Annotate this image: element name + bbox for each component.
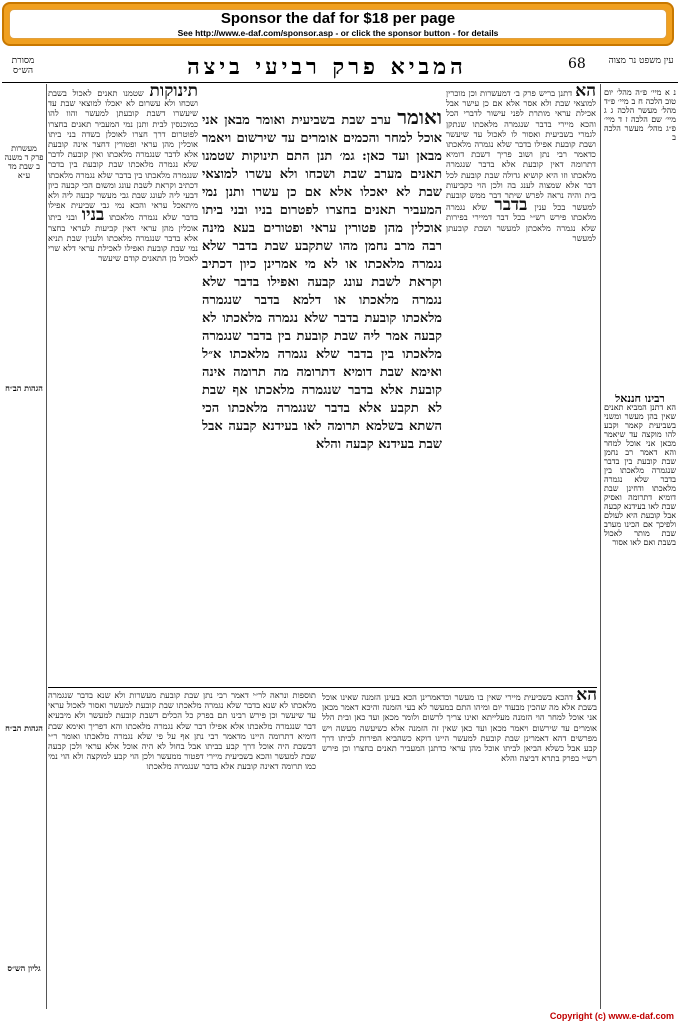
- page-header-row: [2, 54, 678, 83]
- rashi-column: [48, 86, 198, 686]
- sponsor-banner-inner[interactable]: [9, 9, 667, 39]
- gemara-lead-word: ואומר: [397, 108, 442, 129]
- rashi-text-2: ובני ביתו אוכלין מהן עראי דאין קביעות לעראי בחצר אלא בדבר שנגמרה מלאכתו ולענין שבת תניא נמי שבת קובעת ואפילו לאכילת עראי דלא שרי לאכול מן התאנים קודם שיעשר: [48, 212, 198, 264]
- hagahot-second-heading: הגהות הב״ח: [5, 723, 43, 733]
- tosafot-lead-word: הא: [575, 86, 596, 101]
- gilyon-hashas-heading: גליון הש״ס: [7, 963, 41, 973]
- sponsor-banner-title[interactable]: Sponsor the daf for $18 per page: [220, 10, 456, 27]
- gemara-closing-word: והלא: [315, 437, 342, 452]
- sponsor-banner[interactable]: [2, 2, 674, 46]
- page-running-header: המביא פרק רביעי ביצה: [187, 54, 467, 80]
- left-margin: [2, 84, 47, 1009]
- gemara-column: [202, 108, 442, 648]
- hagahot-habach-heading: הגהות הב״ח: [5, 383, 43, 393]
- section-divider: [48, 687, 597, 688]
- right-margin-heading: עין משפט נר מצוה: [608, 56, 674, 66]
- page-number: 68: [568, 56, 586, 72]
- gemara-text: ערב שבת בשביעית ואומר מבאן אני אוכל למחר והכמים אומרים עד שירשום ויאמר מבאן ועד כאן: גמ׳ תנן התם תינוקות שטמנו תאנים מערב שבת ושכחו ולא עשרו למוצאי שבת לא יאכלו אלא אם כן עשרו ותנן נמי המעביר תאנים בחצרו לפטרום בניו ובני ביתו אוכלין מהן פטורין עראי ופטורים בעא מינה רבה מרב נחמן מהו שתקבע שבת בדבר שלא נגמרה מלאכתו או לא מי אמרינן כיון דכתיב וקראת לשבת עונג קבעה ואפילו בדבר שלא נגמרה מלאכתו או דלמא בדבר שנגמרה מלאכתו קובעת בדבר שלא נגמרה מלאכתו לא קבעה אמר ליה שבת קובעת בין בדבר שנגמרה מלאכתו בין בדבר שלא נגמרה מלאכתו א״ל ואימא שבת דומיא דתרומה מה תרומה אינה קובעת אלא בדבר שנגמרה מלאכתו אף שבת לא תקבע אלא בדבר שנגמרה מלאכתו הכי השתא בשלמא תרומה לאו בעידנא קבעה אבל שבת בעידנא קבעה: [202, 113, 442, 452]
- tosafot-text: דתנן בריש פרק ב׳ דמעשרות וכן מוכרין למוצאי שבת ולא אסר אלא אם כן עישר אבל אכילת עראי מותרת לפני עישור לדברי הכל והכא מיירי בדבר שנגמרה מלאכתו שנתקן לגמרי בשביעית ואסור לו לאכול עד שיעשר ושבת קובעת אפילו בדבר שלא נגמרה מלאכתו כדאמר רבי נתן ושוב פריך דשבת דומיא דתרומה דאין קובעת אלא בדבר שנגמרה מלאכתו וזו היא קושיא גדולה שבת קובעת לכל דבר אלא שמצוה לענג בה ולכן הוי כקביעות בית והיה נראה לפרש שיתר דבר ממש קובעת למעשר בכל ענין: [446, 88, 596, 213]
- left-margin-heading: מסורת הש״ס: [11, 56, 35, 76]
- bottom-left-commentary: [48, 690, 316, 1008]
- copyright-footer[interactable]: Copyright (c) www.e-daf.com: [549, 1011, 674, 1021]
- rabbeinu-chananel-block: [604, 394, 676, 1004]
- bottom-left-text: תוספות ונראה לר״י דאמר רבי נתן שבת קובעת מעשרות ולא שנא בדבר שנגמרה מלאכתו לא שנא בדבר שלא נגמרה מלאכתו שבת קובעת למעשר ואסור לאכול עראי עד שיעשר וכן פירש רבינו תם בפרק כל הכלים דשבת קובעת למעשר ולא מיבעיא דבר שנגמרה מלאכתו אלא אפילו דבר שלא נגמרה מלאכתו והא דפריך ואימא שבת דומיא דתרומה היינו מדאמר רבי נתן אף על פי שלא נגמרה מלאכתו ואומר ר״י דבשבת היה אוכל דרך קבע בביתו אבל בחול לא היה אוכל אלא עראי ולכן קבעה שבת למעשר והכא בשביעית מיירי דפטור ממעשר ולכן הוי קבע למוקצה ולא הוי נמי כמו תרומה דאינה קובעת אלא בדבר שנגמרה מלאכתו: [48, 690, 316, 772]
- tosafot-column: [446, 86, 596, 686]
- rashi-lead-word: תינוקות: [149, 86, 198, 101]
- right-margin: [600, 84, 679, 1009]
- rashi-text: שטמנו תאנים לאכול בשבת ושכחו ולא עשרום לא יאכלו למוצאי שבת עד שיעשרו דשבת קובעתן למעשר והוו להו כמוכנסין לבית ותנן נמי המעביר תאנים בחצרו לפוטרום דרך חצרו לאוכלן בשדה בני ביתו אוכלין מהן עראי ופטורין דחצר אינה קובעת אלא לדבר שנגמרה מלאכתו ואין קובעת לדבר שלא נגמרה מלאכתו שבת קובעת בין בדבר שנגמרה מלאכתו בין בדבר שלא נגמרה מלאכתו דכתיב וקראת לשבת עונג ומשום הכי קבעה כיון דבעי ליה לעונג שבת גבי מעשר קבעה ליה ולא מיתאכל עראי והכא נמי גבי שביעית אפילו בדבר שלא נגמרה מלאכתו: [48, 88, 198, 223]
- ein-mishpat-notes: נ א מיי׳ פ״ה מהל׳ יום טוב הלכה ח ב מיי׳ פ״ד מהל׳ מעשר הלכה ג ג מיי׳ שם הלכה ז ד מיי׳ פ״ג מהל׳ מעשר הלכה ב: [604, 88, 676, 142]
- rashi-lead-word-2: בניו: [81, 205, 105, 226]
- rabbeinu-chananel-title: רבינו חננאל: [615, 394, 665, 405]
- rabbeinu-chananel-text: הא דתנן המביא תאנים שאין בהן מעשר ומשני בשביעית קאמר וקבע להו מוקצה עד שיאמר מכאן אני אוכל למחר והא דאמר רב נחמן שבת קובעת בין בדבר שנגמרה מלאכתו בין בדבר שלא נגמרה מלאכתו ודחינן שבת דומיא דתרומה ואסיק שבת לאו בעידנא קבעה אבל קובעת היא לעולם ולפיכך אם הכינו מערב שבת מותר לאכול בשבת ואם לאו אסור: [604, 403, 676, 547]
- talmud-page: [2, 50, 678, 1010]
- bottom-right-commentary: [322, 690, 597, 1008]
- bottom-right-lead-word: הא: [576, 690, 597, 705]
- bottom-right-text: דהכא בשביעית מיירי שאין בו מעשר וכדאמרינן הכא בעינן הזמנה שאינו אוכל בשבת אלא מה שהכין מבעוד יום ומיהו התם במעשר לא בעי הזמנה והיכא דאמר מכאן אני אוכל למחר הוי הזמנה מעלייתא ואינו צריך לרשום ולומר מכאן ועד כאן ובית הלל אומרים עד שירשום ויאמר מכאן ועד כאן שאין זה הזמנה אלא כשיעשה מעשה ויש מפרשים דהא דאמרינן שבת קובעת למעשר היינו דוקא כשהביא הפירות לביתו דרך קבע אבל כשלא הביאן לביתו אוכל מהן עראי כדתנן המעביר תאנים בחצרו וכן פירש רש״י בפרק בתרא דביצה והלא: [322, 692, 597, 764]
- tosafot-lead-word-2: בדבר: [494, 195, 528, 216]
- sponsor-banner-subtitle[interactable]: See http://www.e-daf.com/sponsor.asp - or click the sponsor button - for details: [177, 28, 499, 38]
- masoret-hashas-note: מעשרות פרק ד משנה ב שבת מד ע״א: [4, 144, 44, 180]
- tosafot-text-2: שלא נגמרה מלאכתו פירש רש״י בכל דבר דמיירי בפירות שלא נגמרה מלאכתן למעשר ושבת קובעתן למעשר: [446, 202, 596, 243]
